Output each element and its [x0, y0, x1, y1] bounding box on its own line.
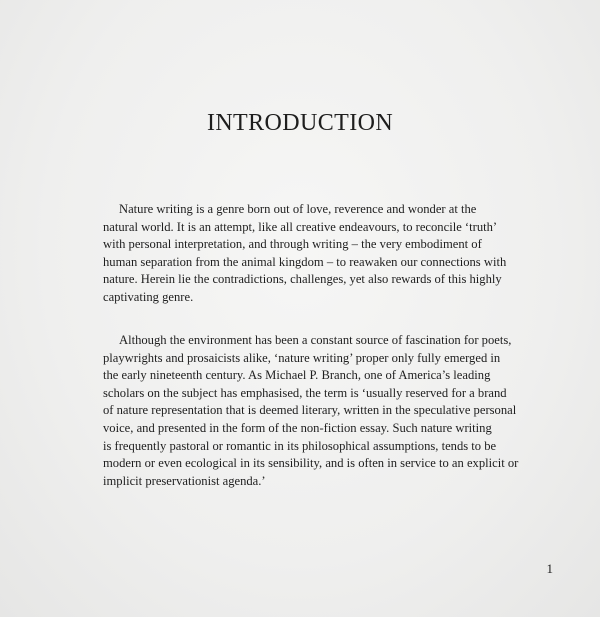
- paragraph-line: voice, and presented in the form of the non-fiction essay. Such nature writing: [103, 420, 492, 435]
- paragraph-line: is frequently pastoral or romantic in its philosophical assumptions, tends to be: [103, 438, 497, 453]
- paragraph-line: playwrights and prosaicists alike, ‘nature writing’ proper only fully emerged in: [103, 350, 501, 365]
- paragraph-1: [103, 201, 507, 307]
- paragraph-line: the early nineteenth century. As Michael P. Branch, one of America’s leading: [103, 368, 491, 383]
- paragraph-line: human separation from the animal kingdom – to reawaken our connections with: [103, 254, 507, 269]
- paragraph-line: Nature writing is a genre born out of love, reverence and wonder at the: [119, 202, 477, 216]
- page-title: INTRODUCTION: [206, 110, 394, 136]
- paragraph-line: nature. Herein lie the contradictions, challenges, yet also rewards of this highly: [103, 272, 502, 287]
- paragraph-line: natural world. It is an attempt, like all creative endeavours, to reconcile ‘truth’: [103, 219, 498, 234]
- paragraph-line: implicit preservationist agenda.’: [103, 473, 266, 488]
- page-number: 1: [546, 561, 553, 576]
- paragraph-line: modern or even ecological in its sensibility, and is often in service to an explicit or: [103, 456, 519, 471]
- paragraph-2: [103, 332, 519, 490]
- paragraph-line: of nature representation that is deemed literary, written in the speculative personal: [103, 403, 517, 418]
- paragraph-line: with personal interpretation, and through writing – the very embodiment of: [103, 237, 482, 252]
- paragraph-line: scholars on the subject has emphasised, the term is ‘usually reserved for a brand: [103, 385, 507, 400]
- paragraph-line: captivating genre.: [103, 289, 194, 304]
- paragraph-line: Although the environment has been a constant source of fascination for poets,: [119, 333, 512, 347]
